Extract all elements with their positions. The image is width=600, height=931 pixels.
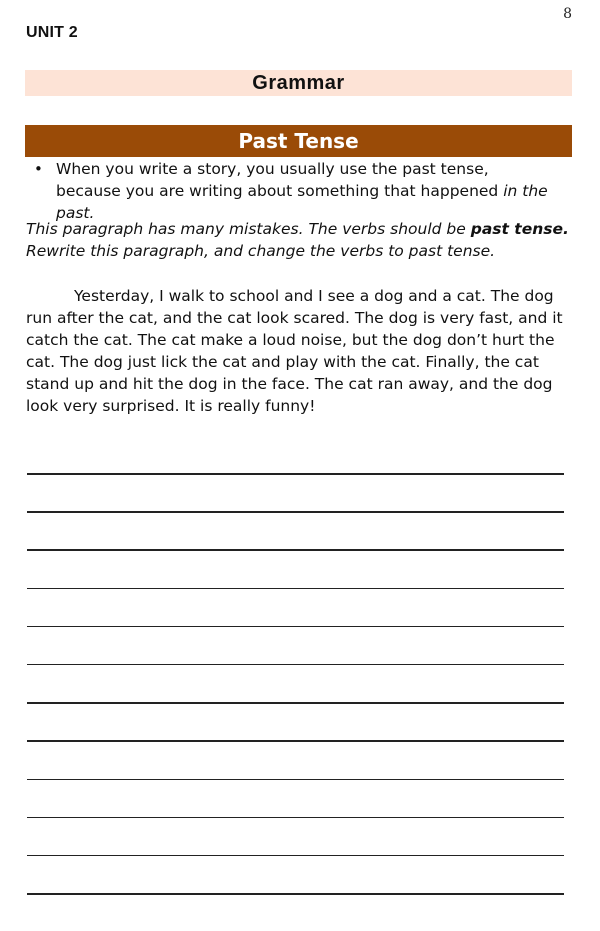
instructions-bold: past tense. xyxy=(470,220,569,238)
writing-lines xyxy=(27,473,564,931)
page-number: 8 xyxy=(563,6,572,22)
writing-line xyxy=(27,855,564,857)
writing-line xyxy=(27,779,564,781)
story-paragraph: Yesterday, I walk to school and I see a dog and a cat. The dog run after the cat, and the cat look scared. The dog is very fast, and it catch the cat. The cat make a loud noise, but the dog don’t hurt the cat. The dog just lick the cat and play with the cat. Finally, the cat stand up and hit the dog in the face. The cat ran away, and the dog look very surprised. It is really funny! xyxy=(26,287,563,415)
writing-line xyxy=(27,549,564,551)
bullet-point xyxy=(34,158,554,224)
section-banner xyxy=(25,70,572,96)
instructions xyxy=(26,218,572,262)
writing-line xyxy=(27,702,564,704)
bullet-text xyxy=(56,158,554,224)
topic-title: Past Tense xyxy=(238,129,359,153)
instructions-part-2: Rewrite this paragraph, and change the verbs to past tense. xyxy=(26,242,496,260)
writing-line xyxy=(27,511,564,513)
writing-line xyxy=(27,626,564,628)
bullet-icon: • xyxy=(34,160,43,178)
bullet-text-italic: in the past. xyxy=(56,182,548,222)
instructions-part-1: This paragraph has many mistakes. The verbs should be xyxy=(26,220,471,238)
writing-line xyxy=(27,817,564,819)
writing-line xyxy=(27,588,564,590)
bullet-text-main: When you write a story, you usually use the past tense, because you are writing about something that happened xyxy=(56,160,504,200)
writing-line xyxy=(27,893,564,895)
writing-line xyxy=(27,740,564,742)
unit-label: UNIT 2 xyxy=(26,24,78,41)
writing-line xyxy=(27,664,564,666)
section-title: Grammar xyxy=(252,71,345,94)
writing-line xyxy=(27,473,564,475)
topic-banner xyxy=(25,125,572,157)
